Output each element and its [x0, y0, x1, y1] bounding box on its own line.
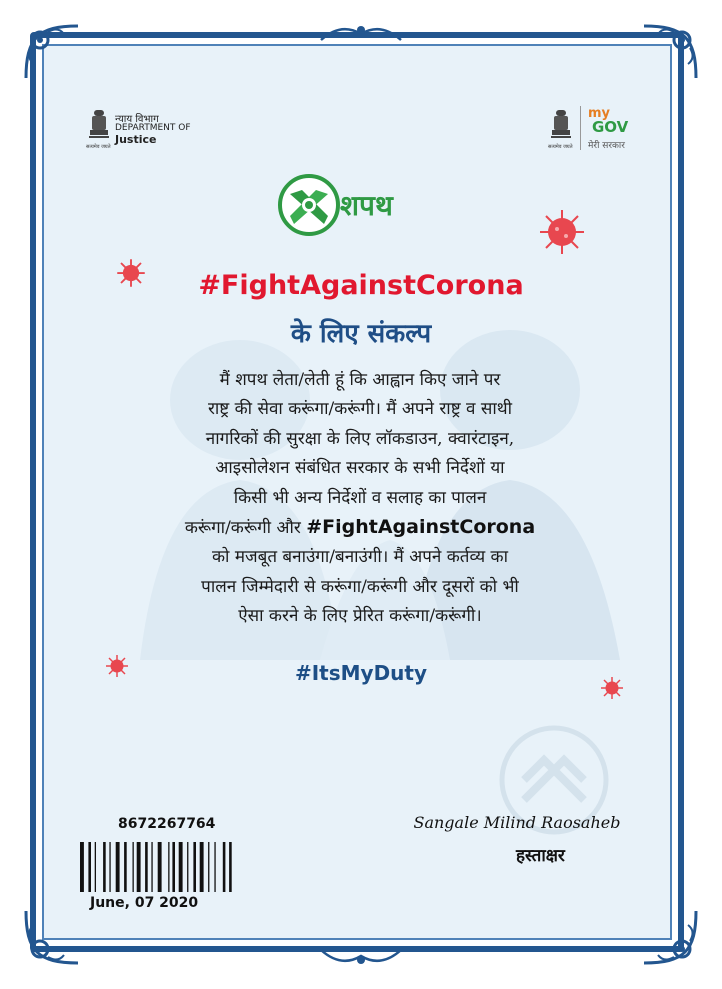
badge-word: शपथ — [340, 189, 393, 222]
emblem-caption-left: सत्यमेव जयते — [86, 144, 111, 150]
barcode-bar — [145, 842, 148, 892]
barcode-bar — [193, 842, 196, 892]
title-hashtag: #FightAgainstCorona — [198, 270, 524, 301]
barcode-bar — [103, 842, 106, 892]
corner-ornament-bottom-left — [18, 901, 88, 971]
barcode-bar — [172, 842, 175, 892]
doj-justice-label: Justice — [115, 133, 157, 146]
barcode-bar — [208, 842, 209, 892]
virus-icon — [538, 208, 586, 256]
pledge-inline-hashtag: #FightAgainstCorona — [306, 516, 536, 539]
corner-ornament-top-right — [634, 18, 704, 88]
barcode-bar — [179, 842, 183, 892]
top-center-ornament — [316, 20, 406, 46]
doj-hindi-name: न्याय विभाग — [115, 114, 159, 125]
pledge-line: नागरिकों की सुरक्षा के लिए लॉकडाउन, क्वारंटाइन, — [205, 428, 515, 449]
barcode-bar — [158, 842, 162, 892]
barcode-bar — [200, 842, 204, 892]
pledge-line: ऐसा करने के लिए प्रेरित करूंगा/करूंगी। — [238, 606, 482, 627]
mygov-tagline: मेरी सरकार — [588, 141, 625, 151]
emblem-caption-right: सत्यमेव जयते — [548, 144, 573, 150]
signature-label: हस्ताक्षर — [516, 846, 565, 866]
national-emblem-icon — [86, 108, 112, 148]
barcode-bar — [124, 842, 127, 892]
national-emblem-icon — [548, 108, 574, 148]
pledge-line — [110, 513, 610, 543]
corner-ornament-bottom-right — [634, 901, 704, 971]
barcode-bar — [151, 842, 152, 892]
pledge-line: मैं शपथ लेता/लेती हूं कि आह्वान किए जाने पर — [219, 370, 501, 390]
barcode-bar — [133, 842, 134, 892]
pledge-line: को मजबूत बनाउंगा/बनाउंगी। मैं अपने कर्तव्य का — [211, 547, 509, 568]
pledge-line: राष्ट्र की सेवा करूंगा/करूंगी। मैं अपने राष्ट्र व साथी — [207, 399, 513, 420]
pledge-line: किसी भी अन्य निर्देशों व सलाह का पालन — [233, 487, 487, 508]
corner-ornament-top-left — [18, 18, 88, 88]
mygov-gov: GOV — [592, 118, 629, 136]
barcode-bar — [137, 842, 141, 892]
mygov-my: my — [588, 106, 611, 121]
barcode-bar — [88, 842, 91, 892]
barcode-bar — [223, 842, 226, 892]
pledge-text — [110, 366, 610, 632]
barcode-bar — [80, 842, 84, 892]
logo-divider — [580, 106, 581, 150]
barcode-bar — [168, 842, 169, 892]
pledge-line: पालन जिम्मेदारी से करूंगा/करूंगी और दूसरों को भी — [201, 576, 519, 597]
pledge-line: आइसोलेशन संबंधित सरकार के सभी निर्देशों या — [215, 458, 505, 479]
pledge-date: June, 07 2020 — [90, 895, 199, 911]
bottom-center-ornament — [316, 944, 406, 970]
barcode-bar — [214, 842, 215, 892]
barcode-bar — [187, 842, 188, 892]
serial-number: 8672267764 — [118, 816, 216, 832]
pledge-line-text: करूंगा/करूंगी और — [184, 518, 301, 539]
handshake-icon — [276, 172, 342, 238]
barcode-bar — [95, 842, 96, 892]
doj-department-label: DEPARTMENT OF — [115, 123, 191, 133]
signature-name: Sangale Milind Raosaheb — [413, 813, 621, 832]
barcode-icon — [80, 842, 262, 892]
barcode-bar — [109, 842, 110, 892]
barcode-bar — [116, 842, 120, 892]
title-hindi: के लिए संकल्प — [290, 319, 432, 349]
duty-hashtag: #ItsMyDuty — [294, 661, 428, 685]
barcode-bar — [229, 842, 232, 892]
